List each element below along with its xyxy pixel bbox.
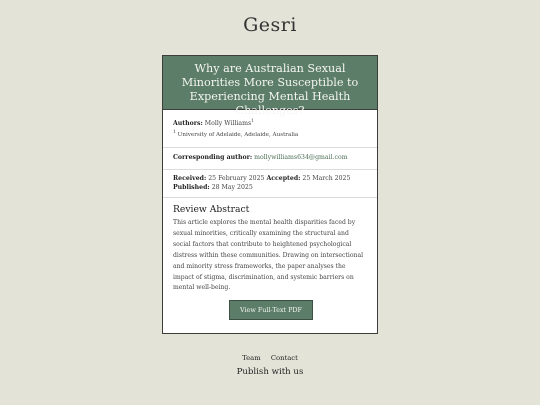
corresponding-section bbox=[163, 148, 377, 170]
footer-link-contact[interactable]: Contact bbox=[270, 354, 298, 362]
authors-label: Authors: bbox=[173, 120, 203, 127]
accepted-label: Accepted: bbox=[266, 175, 301, 182]
publish-with-us-link[interactable]: Publish with us bbox=[236, 367, 304, 377]
author-affiliation-marker: 1 bbox=[251, 118, 255, 124]
corresponding-email-link[interactable]: mollywilliams634@gmail.com bbox=[254, 154, 348, 161]
received-date: 25 February 2025 bbox=[208, 175, 265, 182]
footer-links bbox=[0, 354, 540, 362]
affiliation-marker: 1 bbox=[173, 130, 176, 136]
abstract-text: This article explores the mental health disparities faced by sexual minorities, critically examining the structural and social factors that contribute to heightened psychological distress within these communities. Drawing on intersectional and minority stress frameworks, the paper analyses the impact of stigma, discrimination, and systemic barriers on mental well-being. bbox=[173, 219, 364, 292]
received-label: Received: bbox=[173, 175, 207, 182]
affiliation-text: University of Adelaide, Adelaide, Australia bbox=[177, 132, 299, 138]
article-card bbox=[162, 55, 378, 334]
dates-section bbox=[163, 170, 377, 198]
accepted-date: 25 March 2025 bbox=[302, 175, 351, 182]
published-label: Published: bbox=[173, 184, 210, 191]
abstract-heading: Review Abstract bbox=[173, 204, 250, 215]
footer-link-team[interactable]: Team bbox=[242, 354, 261, 362]
published-date: 28 May 2025 bbox=[211, 184, 253, 191]
view-pdf-button[interactable]: View Full-Text PDF bbox=[229, 300, 313, 320]
author-name: Molly Williams bbox=[204, 120, 252, 127]
corresponding-label: Corresponding author: bbox=[173, 154, 253, 161]
article-title: Why are Australian Sexual Minorities More Susceptible to Experiencing Mental Health Challenges? bbox=[163, 56, 377, 110]
abstract-section bbox=[163, 198, 377, 294]
site-title: Gesri bbox=[243, 14, 297, 36]
